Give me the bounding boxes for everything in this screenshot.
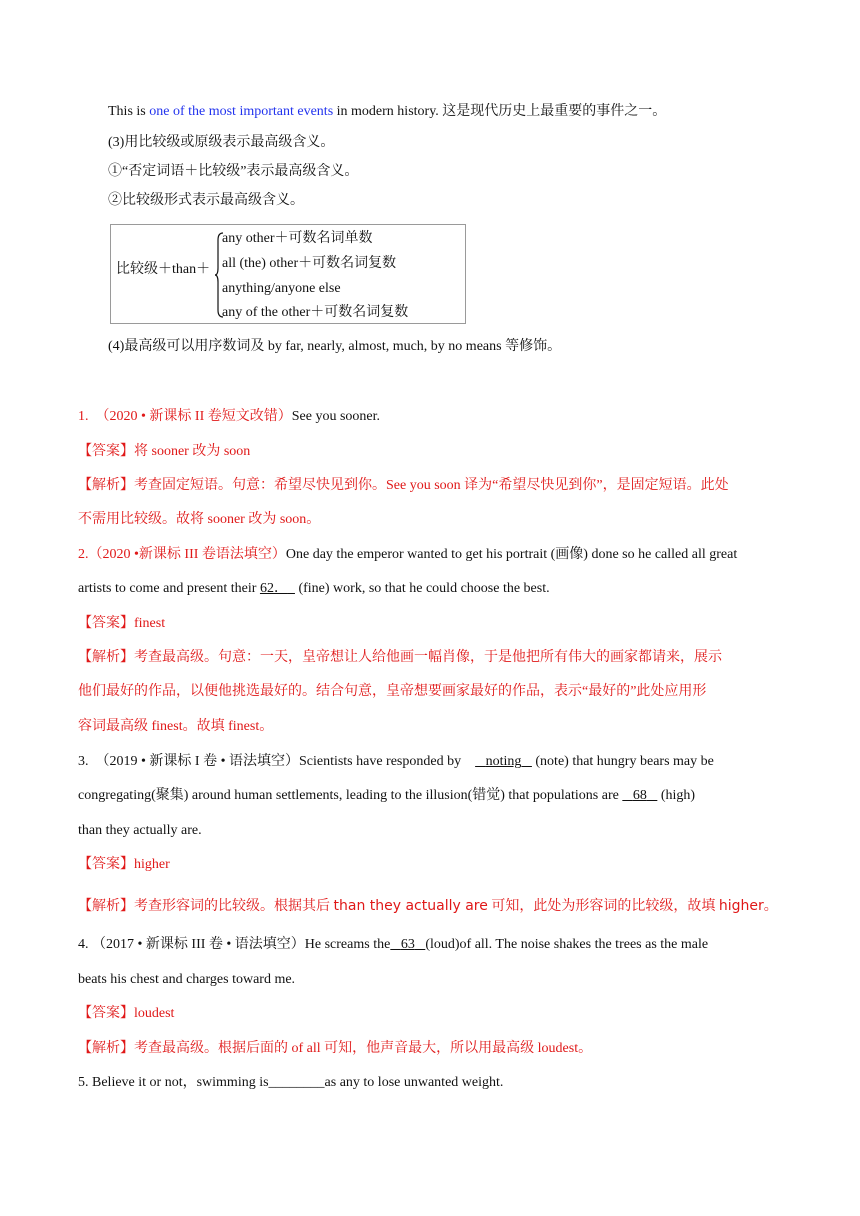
q2-blank: 62．: [259, 581, 288, 596]
table-left-label: 比较级＋than＋: [116, 262, 211, 277]
q3-line-3: than they actually are.: [78, 823, 202, 838]
q3-text-2-post: (high): [657, 788, 696, 803]
q4-answer: 【答案】loudest: [78, 1006, 175, 1021]
q1-answer: 【答案】将 sooner 改为 soon: [78, 444, 251, 459]
q3-blank-2: 68: [632, 788, 647, 803]
example-post: in modern history. 这是现代历史上最重要的事件之一。: [333, 104, 667, 119]
q3-text-2-pre: congregating(聚集) around human settlements, leading to the illusion(错觉) that populations are: [78, 788, 623, 803]
q1-text: See you sooner.: [291, 409, 380, 424]
q4-text-1-post: (loud)of all. The noise shakes the trees as the male: [425, 937, 709, 952]
q3-blank-1: noting: [485, 754, 522, 769]
rule-3b: ②比较级形式表示最高级含义。: [108, 193, 304, 208]
q3-analysis-e: 。: [763, 899, 778, 914]
q2-analysis-3: 容词最高级 finest。故填 finest。: [78, 719, 274, 734]
q2-number: 2.（2020 •新课标 III 卷语法填空）: [78, 547, 286, 562]
q3-answer: 【答案】higher: [78, 857, 170, 872]
q4-analysis: 【解析】考查最高级。根据后面的 of all 可知，他声音最大，所以用最高级 loudest。: [78, 1041, 593, 1056]
q5-line: 5. Believe it or not，swimming is________as any to lose unwanted weight.: [78, 1075, 504, 1090]
q2-line-2: [78, 579, 550, 599]
q1-line: [78, 407, 380, 427]
table-row-2: all (the) other＋可数名词复数: [222, 256, 397, 271]
table-row-1: any other＋可数名词单数: [222, 231, 373, 246]
q4-line-1: [78, 935, 708, 955]
table-row-3: anything/anyone else: [222, 281, 341, 296]
q1-number: 1. （2020 • 新课标 II 卷短文改错）: [78, 409, 292, 424]
q3-analysis-b: than they actually are: [333, 898, 488, 914]
table-row-4: any of the other＋可数名词复数: [222, 305, 409, 320]
rule-3a: ①“否定词语＋比较级”表示最高级含义。: [108, 164, 359, 179]
q4-line-2: beats his chest and charges toward me.: [78, 972, 296, 987]
q2-analysis-2: 他们最好的作品，以便他挑选最好的。结合句意，皇帝想要画家最好的作品，表示“最好的”此处应用形: [78, 684, 707, 699]
q3-line-1: [78, 752, 714, 772]
q3-text-1-pre: 3. （2019 • 新课标 I 卷 • 语法填空）Scientists have responded by: [78, 754, 476, 769]
example-sentence: [108, 102, 666, 122]
q3-analysis: [78, 896, 778, 917]
q2-line-1: [78, 545, 737, 565]
q2-text-1: One day the emperor wanted to get his portrait (画像) done so he called all great: [285, 547, 738, 562]
q3-line-2: [78, 786, 695, 806]
q4-blank: 63: [400, 937, 415, 952]
example-pre: This is: [108, 104, 150, 119]
q3-text-1-post: (note) that hungry bears may be: [531, 754, 714, 769]
q2-analysis-1: 【解析】考查最高级。句意：一天，皇帝想让人给他画一幅肖像，于是他把所有伟大的画家都请来，展示: [78, 650, 722, 665]
q1-analysis-2: 不需用比较级。故将 sooner 改为 soon。: [78, 512, 321, 527]
rule-4: (4)最高级可以用序数词及 by far, nearly, almost, much, by no means 等修饰。: [108, 339, 562, 354]
q4-text-1-pre: 4. （2017 • 新课标 III 卷 • 语法填空）He screams the: [78, 937, 391, 952]
q3-analysis-d: higher: [718, 898, 764, 914]
q1-analysis-1: 【解析】考查固定短语。句意：希望尽快见到你。See you soon 译为“希望尽快见到你”，是固定短语。此处: [78, 478, 729, 493]
example-highlight: one of the most important events: [149, 104, 334, 119]
q2-answer: 【答案】finest: [78, 616, 166, 631]
q2-text-2-pre: artists to come and present their: [78, 581, 260, 596]
q3-analysis-c: 可知，此处为形容词的比较级，故填: [487, 899, 719, 914]
q2-text-2-post: (fine) work, so that he could choose the best.: [294, 581, 550, 596]
q3-analysis-a: 【解析】考查形容词的比较级。根据其后: [78, 899, 334, 914]
rule-3: (3)用比较级或原级表示最高级含义。: [108, 135, 335, 150]
